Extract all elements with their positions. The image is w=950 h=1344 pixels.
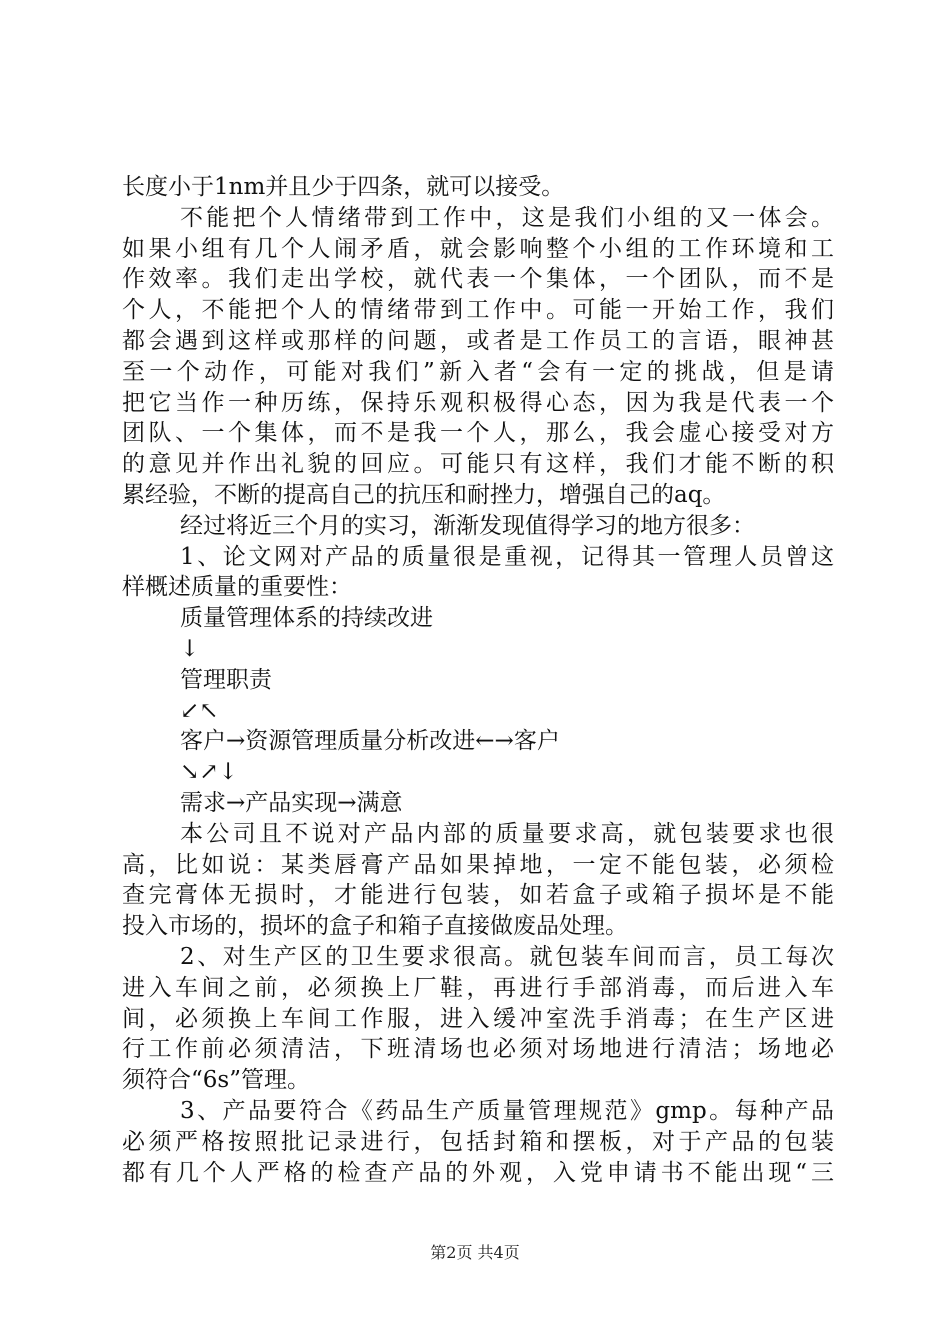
text-line: 都会遇到这样或那样的问题，或者是工作员工的言语，眼神甚 — [122, 327, 834, 354]
text-line: 质量管理体系的持续改进 — [180, 605, 433, 632]
page-footer: 第2页 共4页 — [430, 1243, 520, 1262]
text-line: 作效率。我们走出学校，就代表一个集体，一个团队，而不是 — [122, 266, 834, 293]
text-line: 累经验，不断的提高自己的抗压和耐挫力，增强自己的aq。 — [122, 481, 726, 508]
text-line: 长度小于1nm并且少于四条，就可以接受。 — [122, 174, 565, 200]
text-line: 进入车间之前，必须换上厂鞋，再进行手部消毒，而后进入车 — [122, 974, 834, 1001]
text-line: 都有几个人严格的检查产品的外观，入党申请书不能出现“三 — [122, 1159, 834, 1186]
text-line: 3、产品要符合《药品生产质量管理规范》gmp。每种产品 — [180, 1097, 834, 1124]
text-line: 的意见并作出礼貌的回应。可能只有这样，我们才能不断的积 — [122, 451, 834, 478]
text-line: 经过将近三个月的实习，渐渐发现值得学习的地方很多： — [180, 512, 755, 539]
text-line: 1、论文网对产品的质量很是重视，记得其一管理人员曾这 — [180, 543, 834, 570]
text-line: 高，比如说：某类唇膏产品如果掉地，一定不能包装，必须检 — [122, 851, 834, 878]
text-line: 至一个动作，可能对我们”新入者“会有一定的挑战，但是请 — [122, 358, 834, 385]
text-line: 不能把个人情绪带到工作中，这是我们小组的又一体会。 — [180, 204, 834, 231]
text-line: ↓ — [180, 635, 200, 662]
document-body — [122, 172, 834, 1188]
text-line: ↙↖ — [180, 697, 219, 724]
text-line: 如果小组有几个人闹矛盾，就会影响整个小组的工作环境和工 — [122, 235, 834, 262]
text-line: 2、对生产区的卫生要求很高。就包装车间而言，员工每次 — [180, 943, 834, 970]
text-line: 须符合“6s”管理。 — [122, 1067, 310, 1094]
text-line: 管理职责 — [180, 666, 272, 693]
text-line: 必须严格按照批记录进行，包括封箱和摆板，对于产品的包装 — [122, 1128, 834, 1155]
text-line: ↘↗↓ — [180, 759, 238, 786]
text-line: 需求→产品实现→满意 — [180, 789, 403, 816]
text-line: 间，必须换上车间工作服，进入缓冲室洗手消毒；在生产区进 — [122, 1005, 834, 1032]
text-line: 行工作前必须清洁，下班清场也必须对场地进行清洁；场地必 — [122, 1036, 834, 1063]
text-line: 客户→资源管理质量分析改进←→客户 — [180, 728, 560, 755]
text-line: 样概述质量的重要性： — [122, 574, 352, 601]
text-line: 查完膏体无损时，才能进行包装，如若盒子或箱子损坏是不能 — [122, 882, 834, 909]
text-line: 本公司且不说对产品内部的质量要求高，就包装要求也很 — [180, 820, 834, 847]
text-line: 团队、一个集体，而不是我一个人，那么，我会虚心接受对方 — [122, 420, 834, 447]
text-line: 个人，不能把个人的情绪带到工作中。可能一开始工作，我们 — [122, 297, 834, 324]
text-line: 把它当作一种历练，保持乐观积极得心态，因为我是代表一个 — [122, 389, 834, 416]
text-line: 投入市场的，损坏的盒子和箱子直接做废品处理。 — [122, 913, 628, 940]
